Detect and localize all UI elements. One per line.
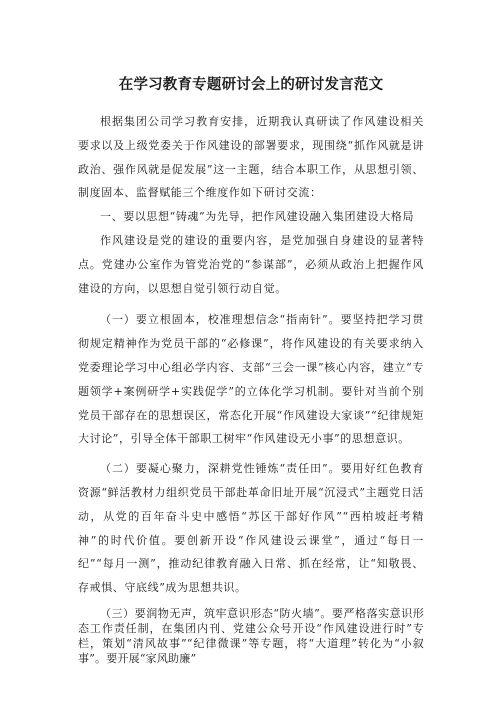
- intro-paragraph: 根据集团公司学习教育安排，近期我认真研读了作风建设相关要求以及上级党委关于作风建设的部署要求，现围绕“抓作风就是讲政治、强作风就是促发展”这一主题，结合本职工作，从思想引领、制度固本、监督赋能三个维度作如下研讨交流：: [78, 115, 424, 200]
- section-heading-1: 一、要以思想“铸魂”为先导，把作风建设融入集团建设大格局: [100, 210, 415, 224]
- page-title: 在学习教育专题研讨会上的研讨发言范文: [118, 76, 384, 93]
- body-paragraph: （三）要润物无声，筑牢意识形态“防火墙”。要严格落实意识形态工作责任制，在集团内刊、党建公众号开设“作风建设进行时”专栏，策划“清风故事”“纪律微课”等专题，将“大道理”转化为“小叙事”。要开展“家风助廉”: [78, 606, 424, 665]
- body-paragraph: （一）要立根固本，校准理想信念“指南针”。要坚持把学习贯彻规定精神作为党员干部的“必修课”，将作风建设的有关要求纳入党委理论学习中心组必学内容、支部“三会一课”核心内容，建立“专题领学+案例研学+实践促学”的立体化学习机制。要针对当前个别党员干部存在的思想误区，常态化开展“作风建设大家谈”“纪律规矩大讨论”，引导全体干部职工树牢“作风建设无小事”的思想意识。: [78, 313, 424, 446]
- body-paragraph: （二）要凝心聚力，深耕党性锤炼“责任田”。要用好红色教育资源“鲜活教材力组织党员干部赴革命旧址开展“沉浸式”主题党日活动，从党的百年奋斗史中感悟“苏区干部好作风”“西柏坡赶考精神”的时代价值。要创新开设“作风建设云课堂”，通过“每日一纪”“每月一测”，推动纪律教育融入日常、抓在经常，让“知敬畏、存戒惧、守底线”成为思想共识。: [78, 462, 424, 595]
- body-paragraph: 作风建设是党的建设的重要内容，是党加强自身建设的显著特点。党建办公室作为管党治党的“参谋部”，必须从政治上把握作风建设的方向，以思想自觉引领行动自觉。: [78, 233, 424, 295]
